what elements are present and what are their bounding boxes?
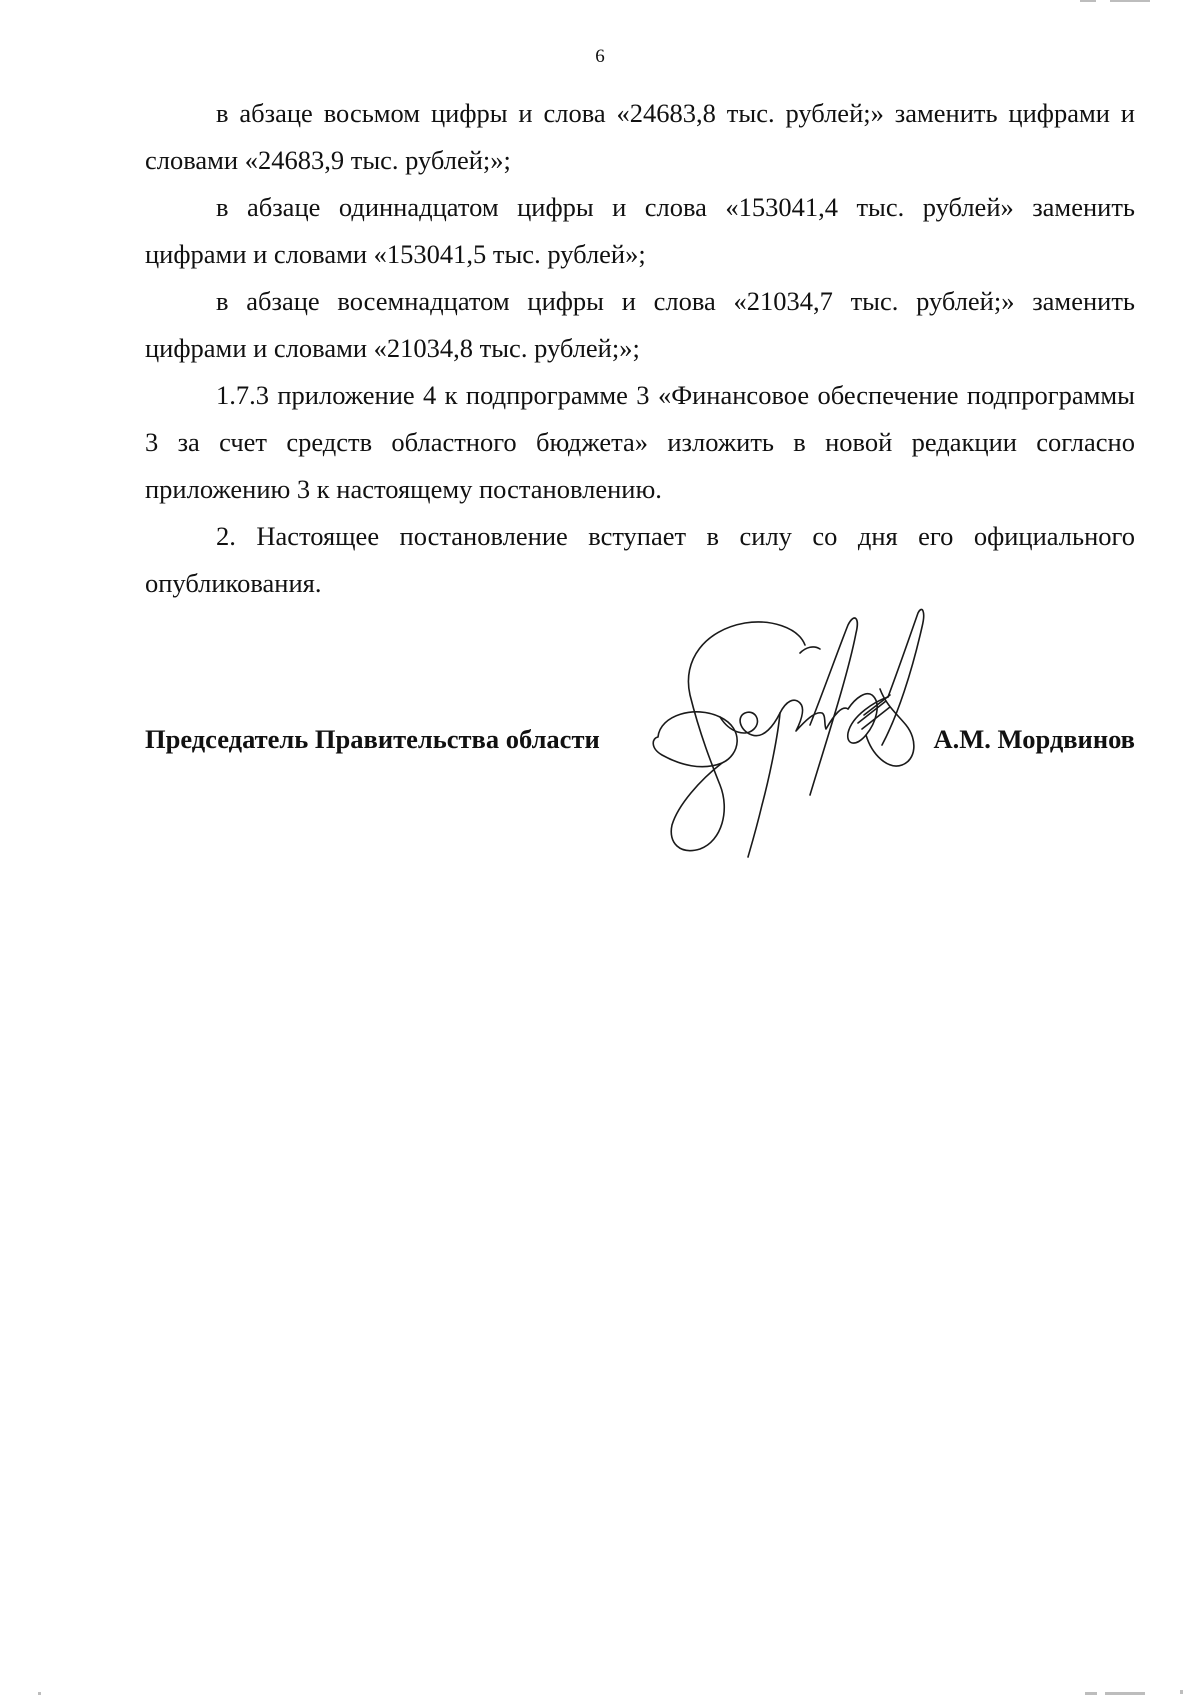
document-body bbox=[145, 90, 1135, 607]
paragraph-amend-eleventh: в абзаце одиннадцатом цифры и слова «153041,4 тыс. рублей» заменить цифрами и словами «153041,5 тыс. рублей»; bbox=[145, 192, 1135, 269]
scan-artifact bbox=[1110, 0, 1150, 2]
scan-artifact bbox=[1080, 0, 1096, 2]
paragraph-amend-eighth: в абзаце восьмом цифры и слова «24683,8 тыс. рублей;» заменить цифрами и словами «24683,9 тыс. рублей;»; bbox=[145, 98, 1135, 175]
paragraph-appendix-4: 1.7.3 приложение 4 к подпрограмме 3 «Финансовое обеспечение подпрограммы 3 за счет средств областного бюджета» изложить в новой редакции согласно приложению 3 к настоящему постановлению. bbox=[145, 380, 1135, 504]
paragraph-effective-date: 2. Настоящее постановление вступает в силу со дня его официального опубликования. bbox=[145, 521, 1135, 598]
scan-artifact bbox=[1105, 1692, 1145, 1695]
paragraph-amend-eighteenth: в абзаце восемнадцатом цифры и слова «21034,7 тыс. рублей;» заменить цифрами и словами «21034,8 тыс. рублей;»; bbox=[145, 286, 1135, 363]
signature-block bbox=[145, 724, 1135, 764]
scan-artifact bbox=[38, 1692, 41, 1695]
scan-artifact bbox=[1085, 1692, 1097, 1695]
signatory-title: Председатель Правительства области bbox=[145, 724, 600, 754]
signatory-name: А.М. Мордвинов bbox=[933, 724, 1135, 754]
page-number: 6 bbox=[595, 46, 605, 67]
scan-artifact bbox=[1180, 1690, 1183, 1694]
